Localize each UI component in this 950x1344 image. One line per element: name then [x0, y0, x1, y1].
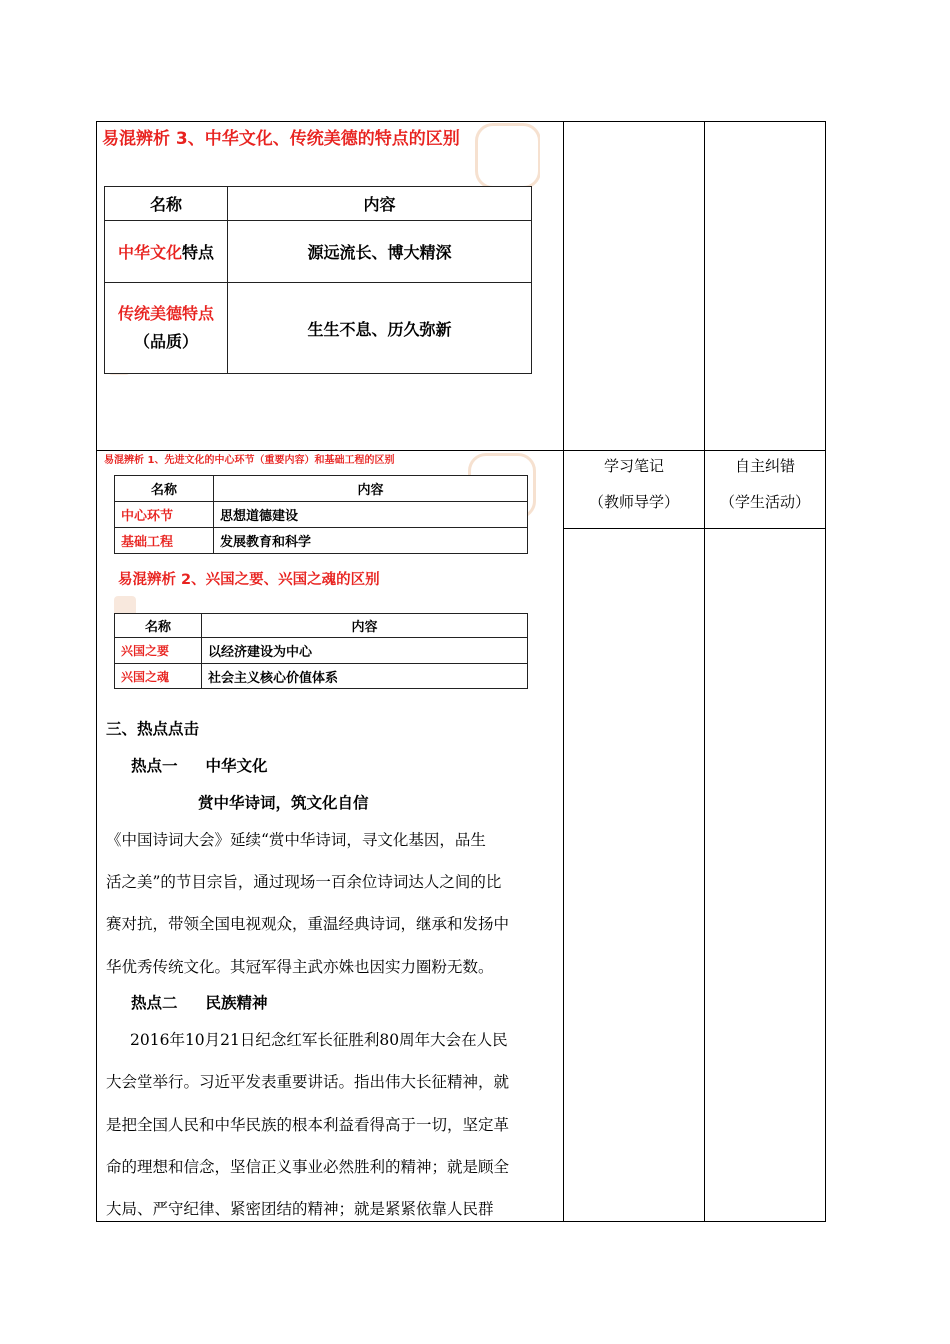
watermark-seal	[475, 123, 540, 189]
frame-divider-1	[563, 121, 564, 1222]
header-name: 名称	[105, 187, 228, 221]
row-content: 思想道德建设	[214, 502, 528, 528]
frame-right-line	[825, 121, 826, 1222]
study-notes-header: 学习笔记 （教师导学）	[588, 457, 679, 511]
section-heading: 三、热点点击	[106, 720, 200, 738]
paragraph-line: 大会堂举行。习近平发表重要讲话。指出伟大长征精神，就	[106, 1073, 510, 1091]
row-name: 传统美德特点 （品质）	[105, 283, 228, 374]
row-content: 以经济建设为中心	[202, 638, 528, 664]
frame-top-line	[96, 121, 826, 122]
row-content: 源远流长、博大精深	[228, 221, 532, 283]
comparison-figure-3	[100, 123, 540, 378]
row-name: 中心环节	[115, 502, 214, 528]
paragraph-line: 是把全国人民和中华民族的根本利益看得高于一切，坚定革	[106, 1116, 510, 1134]
header-content: 内容	[214, 476, 528, 502]
header-name: 名称	[115, 476, 214, 502]
header-content: 内容	[202, 614, 528, 638]
figure-table	[104, 186, 532, 374]
paragraph-line: 华优秀传统文化。其冠军得主武亦姝也因实力圈粉无数。	[106, 958, 494, 976]
comparison-figure-1-2	[100, 451, 540, 691]
row-content: 生生不息、历久弥新	[228, 283, 532, 374]
paragraph-line: 活之美”的节目宗旨，通过现场一百余位诗词达人之间的比	[106, 873, 502, 891]
frame-divider-2	[704, 121, 705, 1222]
header-content: 内容	[228, 187, 532, 221]
paragraph-line: 命的理想和信念，坚信正义事业必然胜利的精神；就是顾全	[106, 1158, 510, 1176]
frame-bottom-line	[96, 1221, 826, 1222]
header-name: 名称	[115, 614, 202, 638]
paragraph-line: 《中国诗词大会》延续“赏中华诗词，寻文化基因，品生	[106, 831, 486, 849]
row-name: 兴国之魂	[115, 664, 202, 689]
frame-left-line	[96, 121, 97, 1222]
hotspot-1-heading: 热点一 中华文化	[131, 757, 268, 775]
figure-title: 易混辨析 1、先进文化的中心环节（重要内容）和基础工程的区别	[104, 455, 395, 466]
row-name: 基础工程	[115, 528, 214, 554]
paragraph-line: 大局、严守纪律、紧密团结的精神；就是紧紧依靠人民群	[106, 1200, 494, 1218]
figure-table	[114, 475, 528, 554]
paragraph-line: 2016年10月21日纪念红军长征胜利80周年大会在人民	[130, 1031, 508, 1049]
row-content: 社会主义核心价值体系	[202, 664, 528, 689]
figure-table	[114, 613, 528, 689]
figure-title: 易混辨析 3、中华文化、传统美德的特点的区别	[102, 129, 460, 149]
figure-title: 易混辨析 2、兴国之要、兴国之魂的区别	[118, 572, 380, 588]
paragraph-line: 赛对抗，带领全国电视观众，重温经典诗词，继承和发扬中	[106, 915, 510, 933]
hotspot-2-heading: 热点二 民族精神	[131, 994, 268, 1012]
row-name: 兴国之要	[115, 638, 202, 664]
row-divider-2	[563, 528, 826, 529]
row-name: 中华文化特点	[105, 221, 228, 283]
row-content: 发展教育和科学	[214, 528, 528, 554]
hotspot-1-subtitle: 赏中华诗词，筑文化自信	[198, 794, 369, 812]
self-correction-header: 自主纠错 （学生活动）	[719, 457, 810, 511]
